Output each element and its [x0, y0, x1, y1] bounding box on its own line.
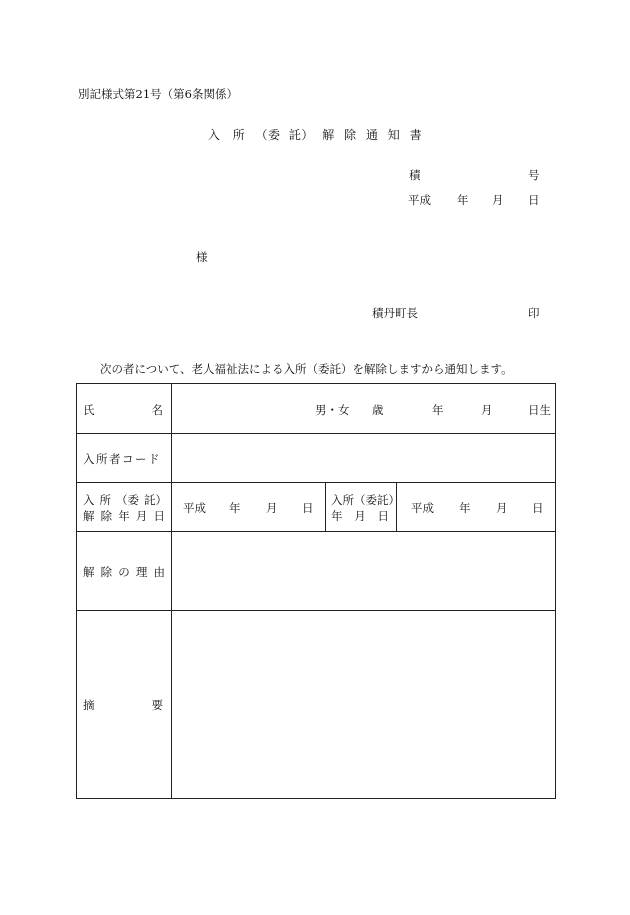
label-char: 入 [83, 493, 95, 507]
title-char: 通 [365, 128, 379, 142]
addressee-honorific: 様 [196, 250, 208, 264]
title-char: 知 [387, 128, 401, 142]
label-char: 除 [100, 565, 113, 579]
mid-label-line2 [331, 508, 389, 524]
date-row-label-line2 [83, 508, 165, 524]
remarks-field[interactable] [175, 613, 551, 795]
birth-day-field[interactable]: 日生 [528, 403, 551, 417]
seal-mark: 印 [528, 306, 540, 320]
birth-month-field[interactable]: 月 [481, 403, 493, 417]
notice-text: 次の者について、老人福祉法による入所（委託）を解除しますから通知します。 [100, 362, 513, 376]
document-title [0, 126, 630, 143]
remarks-label [83, 697, 163, 713]
label-char: 託） [144, 493, 167, 507]
doc-date-month: 月 [492, 193, 504, 207]
resident-code-field[interactable] [175, 436, 551, 479]
release-date2-era[interactable]: 平成 [411, 501, 434, 515]
form-reference: 別記様式第21号（第6条関係） [78, 87, 238, 101]
label-char: 名 [151, 403, 163, 417]
row-divider [77, 433, 555, 434]
label-char: 除 [100, 509, 113, 523]
release-date1-year[interactable]: 年 [229, 501, 241, 515]
label-char: （委 [116, 493, 139, 507]
gender-field[interactable]: 男・女 [315, 403, 350, 417]
label-char: 要 [151, 698, 163, 712]
row-divider [77, 610, 555, 611]
label-char: の [118, 565, 130, 579]
label-char: 理 [135, 565, 148, 579]
birth-year-field[interactable]: 年 [432, 403, 444, 417]
title-char: （委 [255, 128, 281, 142]
label-char: 解 [83, 509, 95, 523]
issuer-title: 積丹町長 [372, 306, 418, 320]
title-char: 書 [409, 128, 423, 142]
release-date2-year[interactable]: 年 [459, 501, 471, 515]
release-date1-day[interactable]: 日 [302, 501, 314, 515]
doc-number-suffix: 号 [528, 168, 540, 182]
label-char: 由 [153, 565, 165, 579]
label-char: 年 [118, 509, 130, 523]
title-char: 託） [288, 128, 314, 142]
release-date1-era[interactable]: 平成 [183, 501, 206, 515]
name-label [83, 402, 163, 418]
doc-date-era: 平成 [408, 193, 431, 207]
mid-label-line1: 入所（委託） [331, 493, 400, 507]
label-char: 月 [135, 509, 148, 523]
label-char: 解 [83, 565, 95, 579]
column-divider [325, 482, 326, 531]
doc-date-day: 日 [528, 193, 540, 207]
title-char: 除 [344, 128, 357, 142]
form-table [76, 383, 556, 799]
row-divider [77, 531, 555, 532]
title-char: 解 [322, 128, 335, 142]
release-date1-month[interactable]: 月 [266, 501, 278, 515]
label-char: 所 [99, 493, 111, 507]
label-char: 日 [153, 509, 165, 523]
reason-field[interactable] [175, 534, 551, 607]
label-char: 年 [331, 509, 343, 523]
title-char: 入 [207, 128, 221, 142]
release-date2-day[interactable]: 日 [532, 501, 544, 515]
label-char: 摘 [83, 698, 95, 712]
release-date2-month[interactable]: 月 [496, 501, 508, 515]
title-char: 所 [232, 128, 246, 142]
doc-number-prefix: 積 [409, 168, 421, 182]
reason-label [83, 564, 165, 580]
row-divider [77, 482, 555, 483]
date-row-label-line1 [83, 492, 167, 508]
label-char: 日 [377, 509, 389, 523]
resident-code-label: 入所者コード [83, 452, 161, 466]
label-char: 月 [354, 509, 366, 523]
age-field[interactable]: 歳 [372, 403, 384, 417]
doc-date-year: 年 [457, 193, 469, 207]
label-char: 氏 [83, 403, 95, 417]
column-divider [171, 384, 172, 798]
